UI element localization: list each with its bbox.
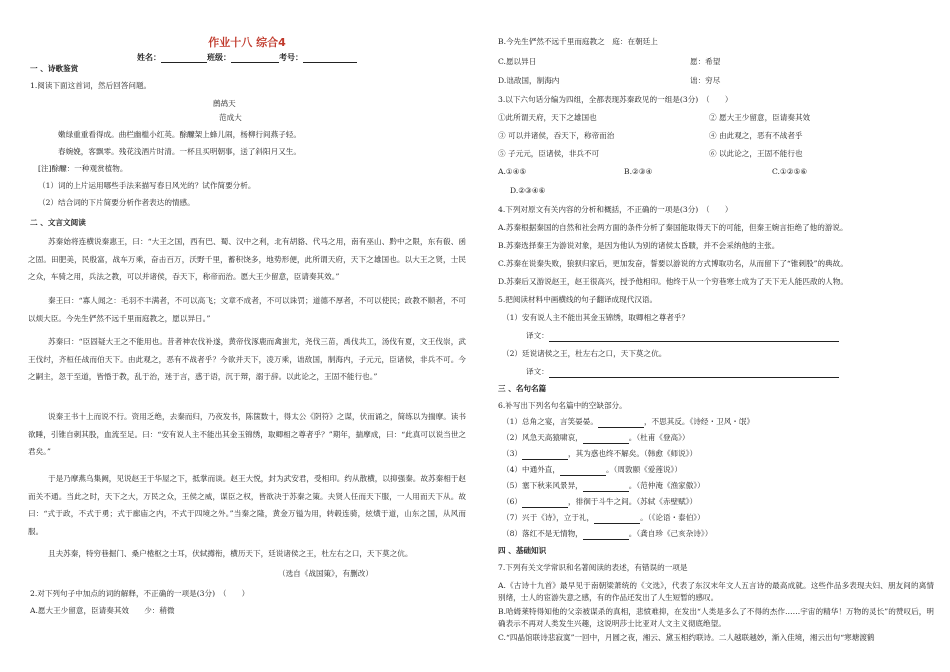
question-3-choice-b[interactable]: B.②③④ bbox=[624, 167, 653, 176]
poem-title: 鹧鸪天 bbox=[213, 99, 236, 108]
question-3-item-6: ⑥ 以此论之，王固不能行也 bbox=[709, 149, 803, 158]
student-info-line bbox=[28, 52, 466, 63]
question-3-choice-a[interactable]: A.①④⑤ bbox=[498, 167, 527, 176]
class-label: 班级： bbox=[207, 52, 231, 62]
fill-blank-2[interactable] bbox=[583, 435, 629, 444]
question-3-item-1: ①此所谓天府，天下之雄国也 bbox=[498, 113, 597, 122]
translation-1 bbox=[526, 331, 839, 342]
class-field[interactable] bbox=[231, 54, 279, 63]
fill-line-7 bbox=[502, 513, 705, 524]
fill-blank-4[interactable] bbox=[560, 467, 606, 476]
question-3-item-2: ② 愿大王少留意，臣请奏其效 bbox=[709, 113, 811, 122]
name-field[interactable] bbox=[161, 54, 207, 63]
fill-line-5-after: 。（范仲淹《渔家傲》） bbox=[628, 481, 705, 490]
section-heading-classical: 二 、文言文阅读 bbox=[30, 218, 86, 227]
passage-paragraph-2: 秦王曰：“寡人闻之：毛羽不丰满者，不可以高飞；文章不成者，不可以诛罚；道德不厚者，不可以使民；政教不顺者，不可以烦大臣。今先生俨然不远千里而庭教之，愿以异日。” bbox=[28, 296, 466, 323]
section-heading-basics: 四 、基础知识 bbox=[498, 546, 547, 555]
question-3-choice-c[interactable]: C.①②⑤⑥ bbox=[772, 167, 808, 176]
question-2-option-d-gloss: 诎：穷尽 bbox=[690, 76, 721, 85]
question-2-option-a: A.愿大王少留意，臣请奏其效 少：稍微 bbox=[30, 606, 175, 615]
translation-1-field[interactable] bbox=[549, 333, 839, 342]
question-3: 3.以下六句话分编为四组，全都表现苏秦政见的一组是(3分) （ ） bbox=[498, 95, 733, 104]
fill-line-7-after: 。（《论语・泰伯》） bbox=[640, 513, 705, 522]
poem-line-2: 春婉娩，客飘零。残花浅酒片时清。一杯且买明朝事，送了斜阳月又生。 bbox=[58, 147, 301, 156]
question-4-option-d: D.苏秦后又游说赵王，赵王很高兴，授予他相印。他终于从一个穷巷寒士成为了天下无人能匹敌的人物。 bbox=[498, 277, 848, 286]
poem-author: 范成大 bbox=[219, 113, 242, 122]
passage-paragraph-6: 且夫苏秦，特穷巷掘门、桑户棬枢之士耳，伏轼撙衔，横历天下，廷说诸侯之王，杜左右之口，天下莫之伉。 bbox=[48, 549, 413, 558]
question-2-option-c: C.愿以异日 bbox=[498, 57, 537, 66]
question-4-option-a: A.苏秦根据秦国的自然和社会两方面的条件分析了秦国能取得天下的可能，但秦王婉言拒绝了他的游说。 bbox=[498, 223, 848, 232]
question-2-option-d: D.诎敌国，制海内 bbox=[498, 76, 560, 85]
passage-paragraph-4: 说秦王书十上而说不行。资用乏绝，去秦而归，乃夜发书，陈箧数十，得太公《阴符》之谋，伏而诵之，简练以为揣摩。读书欲睡，引锥自刺其股，血流至足。曰：“安有说人主不能出其金玉锦绣，取卿相之尊者乎？”期年，揣摩成，曰：“此真可以说当世之君矣。” bbox=[28, 412, 466, 456]
fill-line-2-after: 。（杜甫《登高》） bbox=[628, 433, 690, 442]
fill-line-1-before: （1）总角之宴，言笑晏晏。 bbox=[502, 417, 598, 426]
question-7-option-b: B.哈姆莱特得知他的父亲被谋杀的真相，悲愤难抑，在发出“人类是多么了不得的杰作……宇宙的精华！万物的灵长”的赞叹后，明确表示不再对人类发生兴趣，这说明莎士比亚对人文主义彻底绝望。 bbox=[498, 607, 934, 628]
translation-2-field[interactable] bbox=[549, 369, 839, 378]
fill-blank-7[interactable] bbox=[594, 515, 640, 524]
question-4-option-b: B.苏秦选择秦王为游说对象，是因为他认为别的诸侯太昏聩，并不会采纳他的主张。 bbox=[498, 241, 780, 250]
fill-line-8 bbox=[502, 529, 712, 540]
question-2-option-b: B.今先生俨然不远千里而庭教之 庭：在朝廷上 bbox=[498, 37, 658, 46]
poem-line-1: 嫩绿重重看得成。曲栏幽槛小红英。酴醿架上蜂儿闹，杨柳行间燕子轻。 bbox=[58, 130, 301, 139]
fill-blank-5[interactable] bbox=[583, 483, 629, 492]
question-5-sentence-2: （2）廷说诸侯之王，杜左右之口，天下莫之伉。 bbox=[502, 349, 667, 358]
fill-line-6 bbox=[502, 497, 697, 508]
fill-blank-6[interactable] bbox=[522, 499, 568, 508]
question-7-option-c: C.“四晶馆联诗悲寂寞”一回中，月圆之夜，湘云、黛玉相约联诗。二人越联越妙，渐入佳境，湘云出句“寒塘渡鹤 bbox=[498, 633, 875, 642]
translation-2 bbox=[526, 367, 839, 378]
passage-paragraph-1: 苏秦始将连横说秦惠王，曰：“大王之国，西有巴、蜀、汉中之利，北有胡貉、代马之用，南有巫山、黔中之限，东有殽、函之固。田肥美，民殷富，战车万乘，奋击百万，沃野千里，蓄积饶多，地势形便，此所谓天府，天下之雄国也。以大王之贤，士民之众，车骑之用，兵法之教，可以并诸侯，吞天下，称帝而治。愿大王少留意，臣请奏其效。” bbox=[28, 237, 466, 281]
question-3-choice-d[interactable]: D.②③④⑥ bbox=[510, 186, 546, 195]
translation-2-label: 译文： bbox=[526, 367, 549, 376]
name-label: 姓名： bbox=[137, 52, 161, 62]
question-6: 6.补写出下列名句名篇中的空缺部分。 bbox=[498, 401, 627, 410]
fill-line-5-before: （5）塞下秋来风景异， bbox=[502, 481, 583, 490]
right-column bbox=[494, 0, 934, 672]
fill-line-3-after: ，其为惑也终不解矣。（韩愈《师说》） bbox=[568, 449, 698, 458]
question-3-item-4: ④ 由此观之，恶有不战者乎 bbox=[709, 131, 803, 140]
fill-line-6-after: ，徘徊于斗牛之间。（苏轼《赤壁赋》） bbox=[568, 497, 698, 506]
passage-paragraph-5: 于是乃摩燕乌集阙，见说赵王于华屋之下，抵掌而谈。赵王大悦，封为武安君，受相印。约从散横，以抑强秦。故苏秦相于赵而关不通。当此之时，天下之大，万民之众，王侯之威，谋臣之权，皆欲决于苏秦之策。夫贤人任而天下服，一人用而天下从。故曰：“式于政，不式于勇；式于廊庙之内，不式于四境之外。”当秦之隆，黄金万镒为用，转毂连骑，炫熿于道，山东之国，从风而服。 bbox=[28, 474, 466, 536]
question-1: 1.阅读下面这首词，然后回答问题。 bbox=[30, 81, 152, 90]
page-title: 作业十八 综合4 bbox=[208, 36, 286, 49]
fill-blank-8[interactable] bbox=[583, 531, 629, 540]
fill-blank-3[interactable] bbox=[522, 451, 568, 460]
fill-line-8-after: 。（龚自珍《己亥杂诗》） bbox=[628, 529, 713, 538]
section-heading-famous-lines: 三 、名句名篇 bbox=[498, 384, 547, 393]
exam-number-field[interactable] bbox=[303, 54, 357, 63]
question-7-option-a: A.《古诗十九首》最早见于南朝梁萧统的《文选》，代表了东汉末年文人五言诗的最高成就。这些作品多表现夫妇、朋友间的离情别绪，士人的宦游失意之感，有的作品还发出了人生短暂的感叹。 bbox=[498, 581, 934, 602]
poem-note: [注]酴醿：一种观赏植物。 bbox=[38, 164, 128, 173]
question-3-item-5: ⑤ 子元元，臣诸侯，非兵不可 bbox=[498, 149, 600, 158]
translation-1-label: 译文： bbox=[526, 331, 549, 340]
fill-line-4-before: （4）中通外直， bbox=[502, 465, 560, 474]
fill-line-7-before: （7）兴于《诗》，立于礼， bbox=[502, 513, 595, 522]
question-2-option-c-gloss: 愿：希望 bbox=[690, 57, 721, 66]
left-column bbox=[28, 0, 466, 672]
question-3-item-3: ③ 可以并诸侯，吞天下，称帝而治 bbox=[498, 131, 615, 140]
question-1-part-1: （1）词的上片运用哪些手法来描写春日风光的？试作简要分析。 bbox=[38, 181, 256, 190]
fill-line-2-before: （2）风急天高猿啸哀， bbox=[502, 433, 583, 442]
question-5: 5.把阅读材料中画横线的句子翻译成现代汉语。 bbox=[498, 295, 658, 304]
fill-line-6-before: （6） bbox=[502, 497, 523, 506]
fill-line-4 bbox=[502, 465, 682, 476]
question-7: 7.下列有关文学常识和名著阅读的表述，有错误的一项是 bbox=[498, 563, 688, 572]
fill-line-1-after: ，不思其反。《诗经・卫风・氓》 bbox=[643, 417, 755, 426]
exam-number-label: 考号： bbox=[279, 52, 303, 62]
fill-line-2 bbox=[502, 433, 690, 444]
passage-source: （选自《战国策》，有删改） bbox=[278, 569, 373, 578]
section-heading-poetry: 一 、诗歌鉴赏 bbox=[30, 64, 79, 73]
fill-line-3-before: （3） bbox=[502, 449, 523, 458]
question-2: 2.对下列句子中加点的词的解释，不正确的一项是(3分) （ ） bbox=[30, 589, 250, 598]
question-4-option-c: C.苏秦在说秦失败，狼狈归家后，更加发奋，誓要以游说的方式博取功名，从而留下了“锥刺股”的典故。 bbox=[498, 259, 848, 268]
passage-paragraph-3: 苏秦曰：“臣固疑大王之不能用也。昔者神农伐补遂，黄帝伐涿鹿而禽蚩尤，尧伐三苗，禹伐共工，汤伐有夏，文王伐崇，武王伐纣，齐桓任战而伯天下。由此观之，恶有不战者乎？今欲并天下，凌万乘，诎敌国，制海内，子元元，臣诸侯，非兵不可。今之嗣主，忽于至道，皆惛于教，乱于治，迷于言，惑于语，沉于辩，溺于辞。以此论之，王固不能行也。” bbox=[28, 337, 466, 381]
fill-line-5 bbox=[502, 481, 705, 492]
fill-line-8-before: （8）落红不是无情物， bbox=[502, 529, 583, 538]
fill-blank-1[interactable] bbox=[598, 419, 644, 428]
question-5-sentence-1: （1）安有说人主不能出其金玉锦绣，取卿相之尊者乎？ bbox=[502, 313, 690, 322]
fill-line-3 bbox=[502, 449, 697, 460]
question-1-part-2: （2）结合词的下片简要分析作者表达的情感。 bbox=[38, 198, 195, 207]
fill-line-1 bbox=[502, 417, 754, 428]
fill-line-4-after: 。（周敦颐《爱莲说》） bbox=[606, 465, 682, 474]
question-4: 4.下列对原文有关内容的分析和概括，不正确的一项是(3分) （ ） bbox=[498, 205, 733, 214]
